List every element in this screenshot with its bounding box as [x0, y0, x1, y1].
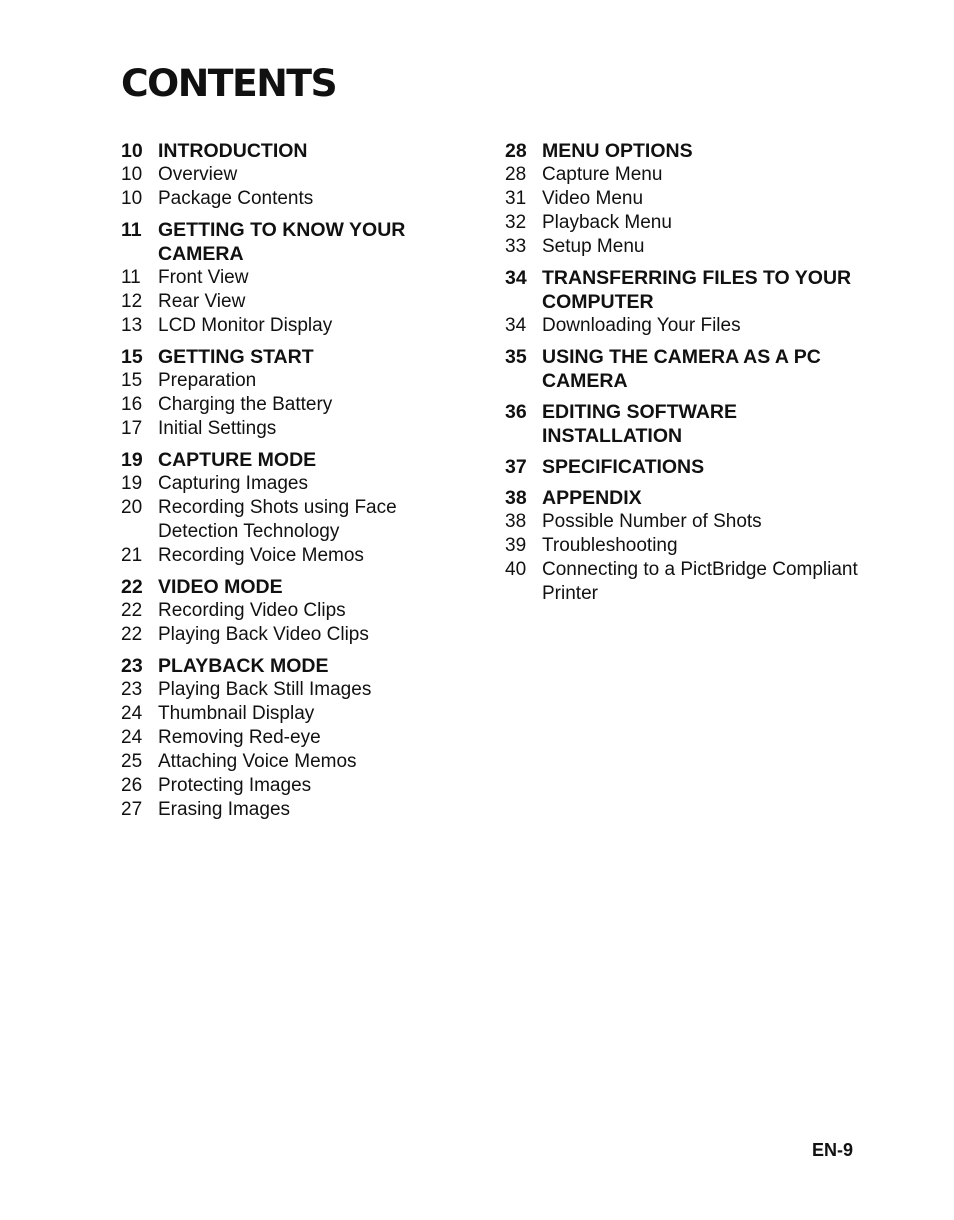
toc-entry[interactable]	[121, 496, 461, 544]
toc-entry-title: Rear View	[158, 291, 246, 312]
toc-entry[interactable]	[505, 163, 865, 187]
toc-section-title: MENU OPTIONS	[542, 140, 693, 162]
toc-page-number: 22	[121, 624, 143, 645]
toc-section-title: CAPTURE MODE	[158, 449, 317, 471]
toc-entry-title: Erasing Images	[158, 799, 291, 820]
toc-section-heading[interactable]	[121, 345, 461, 369]
toc-entry-title: Protecting Images	[158, 775, 312, 796]
toc-section-heading[interactable]	[505, 486, 865, 510]
toc-section-heading[interactable]	[505, 345, 865, 393]
toc-section-heading[interactable]	[505, 455, 865, 479]
toc-section-heading[interactable]	[121, 139, 461, 163]
toc-page-number: 38	[505, 487, 527, 509]
toc-entry-title: Charging the Battery	[158, 394, 333, 415]
toc-entry[interactable]	[121, 750, 461, 774]
toc-section-title: INTRODUCTION	[158, 140, 308, 162]
toc-entry-title: Package Contents	[158, 188, 314, 209]
toc-entry-title: Removing Red-eye	[158, 727, 321, 748]
toc-column-left	[121, 139, 461, 829]
toc-page-number: 20	[121, 497, 143, 518]
toc-page-number: 28	[505, 164, 527, 185]
toc-entry[interactable]	[121, 544, 461, 568]
toc-page-number: 34	[505, 267, 527, 289]
toc-page-number: 16	[121, 394, 143, 415]
toc-page-number: 23	[121, 679, 143, 700]
toc-entry[interactable]	[505, 235, 865, 259]
toc-section	[505, 486, 865, 606]
toc-page-number: 11	[121, 219, 142, 241]
toc-page-number: 25	[121, 751, 143, 772]
toc-page-number: 33	[505, 236, 527, 257]
toc-section	[121, 575, 461, 647]
toc-entry[interactable]	[505, 314, 865, 338]
toc-entry-title: Initial Settings	[158, 418, 277, 439]
toc-entry[interactable]	[121, 369, 461, 393]
toc-entry[interactable]	[505, 187, 865, 211]
toc-section-title: EDITING SOFTWARE INSTALLATION	[542, 401, 737, 447]
toc-entry-title: Attaching Voice Memos	[158, 751, 357, 772]
toc-entry[interactable]	[121, 314, 461, 338]
toc-section	[121, 345, 461, 441]
toc-page-number: 11	[121, 267, 141, 288]
toc-page-number: 24	[121, 703, 143, 724]
toc-page-number: 15	[121, 370, 143, 391]
toc-entry-title: Playing Back Still Images	[158, 679, 372, 700]
toc-page-number: 13	[121, 315, 143, 336]
toc-section-heading[interactable]	[121, 448, 461, 472]
toc-entry[interactable]	[121, 187, 461, 211]
toc-section-heading[interactable]	[121, 654, 461, 678]
toc-page-number: 26	[121, 775, 143, 796]
toc-section	[121, 448, 461, 568]
toc-entry[interactable]	[121, 472, 461, 496]
toc-entry[interactable]	[505, 211, 865, 235]
toc-entry[interactable]	[121, 417, 461, 441]
toc-section-heading[interactable]	[505, 266, 865, 314]
toc-entry-title: Recording Video Clips	[158, 600, 346, 621]
toc-entry-title: Downloading Your Files	[542, 315, 741, 336]
toc-page-number: 38	[505, 511, 527, 532]
toc-page-number: 28	[505, 140, 527, 162]
toc-entry-title: LCD Monitor Display	[158, 315, 333, 336]
toc-page-number: 36	[505, 401, 527, 423]
toc-section	[505, 345, 865, 393]
toc-page-number: 22	[121, 576, 143, 598]
toc-section	[121, 218, 461, 338]
toc-section	[505, 400, 865, 448]
toc-entry[interactable]	[121, 702, 461, 726]
toc-entry-title: Connecting to a PictBridge Compliant Printer	[542, 559, 858, 604]
toc-entry-title: Setup Menu	[542, 236, 645, 257]
toc-section-title: GETTING TO KNOW YOUR CAMERA	[158, 219, 406, 265]
toc-page-number: 10	[121, 188, 143, 209]
toc-section-title: APPENDIX	[542, 487, 642, 509]
toc-entry-title: Possible Number of Shots	[542, 511, 762, 532]
toc-entry[interactable]	[505, 510, 865, 534]
toc-page-number: 10	[121, 164, 143, 185]
toc-page-number: 22	[121, 600, 143, 621]
toc-page-number: 10	[121, 140, 143, 162]
toc-entry-title: Troubleshooting	[542, 535, 678, 556]
toc-section-heading[interactable]	[121, 575, 461, 599]
toc-page-number: 19	[121, 449, 143, 471]
toc-section-title: GETTING START	[158, 346, 314, 368]
toc-page-number: 17	[121, 418, 143, 439]
toc-section	[505, 139, 865, 259]
toc-entry-title: Playback Menu	[542, 212, 672, 233]
toc-entry[interactable]	[121, 266, 461, 290]
toc-entry-title: Video Menu	[542, 188, 644, 209]
toc-page-number: 24	[121, 727, 143, 748]
toc-entry[interactable]	[121, 774, 461, 798]
toc-entry-title: Playing Back Video Clips	[158, 624, 369, 645]
toc-section	[121, 139, 461, 211]
toc-section-title: TRANSFERRING FILES TO YOUR COMPUTER	[542, 267, 852, 313]
toc-page-number: 23	[121, 655, 143, 677]
page-number: EN-9	[811, 1140, 853, 1160]
toc-section	[505, 455, 865, 479]
toc-entry[interactable]	[121, 798, 461, 822]
toc-entry[interactable]	[505, 534, 865, 558]
toc-entry-title: Capturing Images	[158, 473, 308, 494]
toc-page-number: 31	[505, 188, 527, 209]
toc-section-title: PLAYBACK MODE	[158, 655, 329, 677]
toc-page-number: 21	[121, 545, 143, 566]
toc-entry[interactable]	[121, 163, 461, 187]
toc-page-number: 35	[505, 346, 527, 368]
toc-page-number: 40	[505, 559, 527, 580]
toc-entry-title: Recording Shots using Face Detection Technology	[158, 497, 397, 542]
toc-section	[121, 654, 461, 822]
toc-entry-title: Thumbnail Display	[158, 703, 315, 724]
toc-entry[interactable]	[505, 558, 865, 606]
toc-entry-title: Preparation	[158, 370, 257, 391]
toc-column-right	[505, 139, 865, 613]
toc-entry[interactable]	[121, 599, 461, 623]
toc-page-number: 32	[505, 212, 527, 233]
toc-section-heading[interactable]	[505, 400, 865, 448]
toc-section-heading[interactable]	[121, 218, 461, 266]
toc-page-number: 34	[505, 315, 527, 336]
page-title: CONTENTS	[121, 62, 337, 105]
toc-page-number: 37	[505, 456, 527, 478]
toc-entry-title: Front View	[158, 267, 249, 288]
toc-section-title: USING THE CAMERA AS A PC CAMERA	[542, 346, 821, 392]
toc-page-number: 39	[505, 535, 527, 556]
toc-entry[interactable]	[121, 678, 461, 702]
toc-entry-title: Overview	[158, 164, 238, 185]
toc-entry[interactable]	[121, 623, 461, 647]
toc-section-title: VIDEO MODE	[158, 576, 283, 598]
toc-entry[interactable]	[121, 290, 461, 314]
toc-section-title: SPECIFICATIONS	[542, 456, 705, 478]
toc-entry-title: Recording Voice Memos	[158, 545, 364, 566]
toc-page-number: 15	[121, 346, 143, 368]
toc-entry-title: Capture Menu	[542, 164, 663, 185]
toc-page-number: 19	[121, 473, 143, 494]
toc-page-number: 12	[121, 291, 143, 312]
toc-page-number: 27	[121, 799, 143, 820]
toc-entry[interactable]	[121, 726, 461, 750]
toc-section	[505, 266, 865, 338]
toc-section-heading[interactable]	[505, 139, 865, 163]
toc-entry[interactable]	[121, 393, 461, 417]
